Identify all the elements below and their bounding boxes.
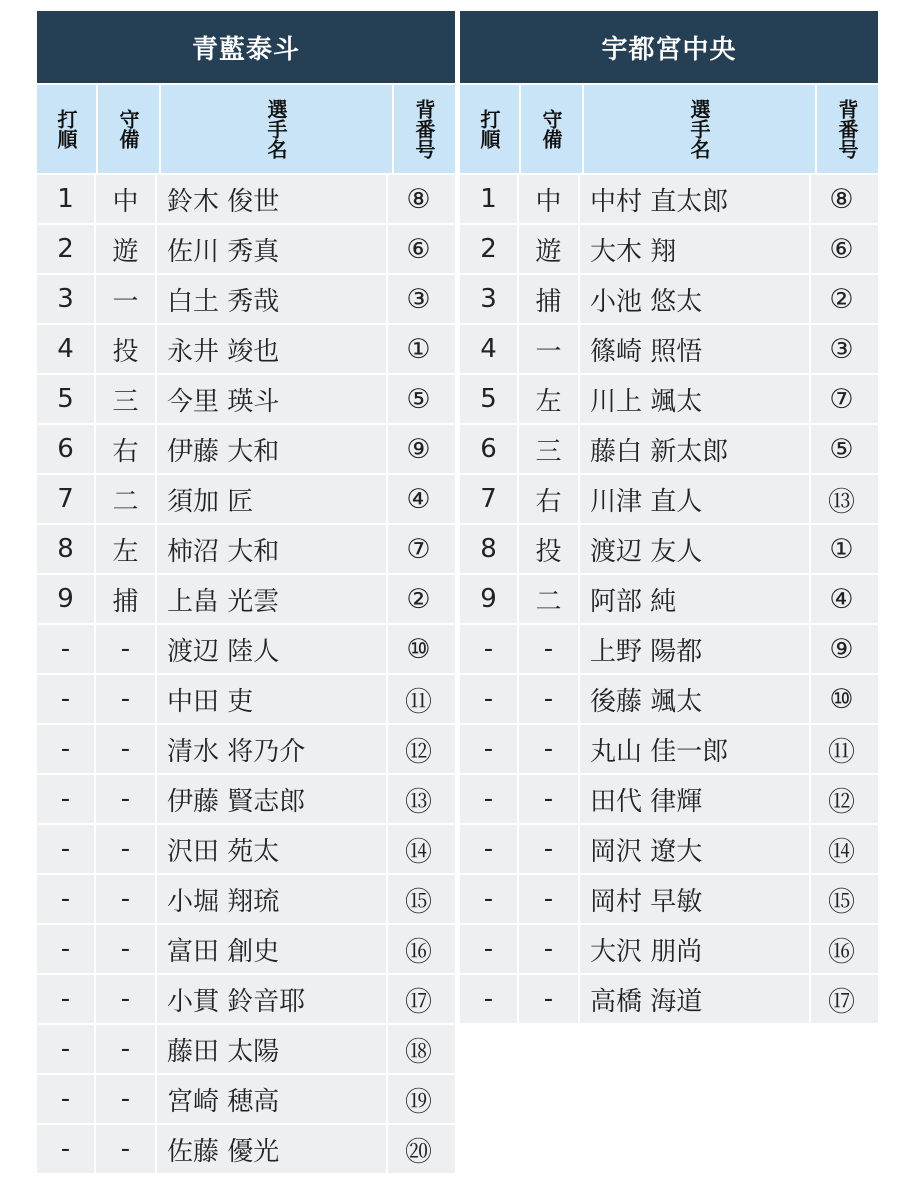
position-cell: 捕 [96,575,157,623]
uniform-number-cell: ① [406,333,431,365]
position-cell: - [96,625,157,673]
player-name-cell: 篠崎 照悟 [580,325,811,373]
table-row [37,1123,455,1173]
uniform-number-cell: ⑦ [406,533,431,565]
uniform-number-cell: ⑬ [828,486,855,518]
uniform-number-cell: ⑧ [829,183,854,215]
position-cell: - [96,675,157,723]
uniform-number-cell: ⑥ [829,233,854,265]
player-name-cell: 清水 将乃介 [157,725,388,773]
uniform-number-cell: ⑭ [828,836,855,868]
batting-order-cell: - [460,975,519,1023]
table-row [460,473,878,523]
player-name-cell: 上畠 光雲 [157,575,388,623]
position-cell: - [519,675,580,723]
table-row [37,373,455,423]
uniform-number-cell: ⑬ [405,786,432,818]
uniform-number-cell: ⑤ [829,433,854,465]
uniform-number-cell: ⑫ [405,736,432,768]
table-row [460,673,878,723]
batting-order-cell: - [37,875,96,923]
table-row [460,323,878,373]
position-cell: 中 [96,175,157,223]
player-name-cell: 宮崎 穂高 [157,1075,388,1123]
table-row [37,823,455,873]
player-name-cell: 大沢 朋尚 [580,925,811,973]
position-cell: - [519,725,580,773]
player-name-cell: 阿部 純 [580,575,811,623]
table-row [460,823,878,873]
batting-order-cell: 9 [37,575,96,623]
player-name-cell: 藤田 太陽 [157,1025,388,1073]
batting-order-cell: 8 [460,525,519,573]
batting-order-cell: 6 [37,425,96,473]
position-cell: - [96,1075,157,1123]
uniform-number-cell: ③ [406,283,431,315]
batting-order-cell: - [37,1075,96,1123]
player-name-cell: 川津 直人 [580,475,811,523]
player-name-cell: 岡村 早敏 [580,875,811,923]
batting-order-cell: 1 [37,175,96,223]
batting-order-cell: 1 [460,175,519,223]
batting-order-cell: - [37,775,96,823]
col-batting-order-header: 打順 [460,85,521,173]
position-cell: - [96,775,157,823]
uniform-number-cell: ⑩ [829,683,854,715]
position-cell: - [519,775,580,823]
table-row [37,173,455,223]
player-name-cell: 中田 吏 [157,675,388,723]
table-row [37,673,455,723]
uniform-number-cell: ⑤ [406,383,431,415]
batting-order-cell: - [460,625,519,673]
position-cell: 二 [519,575,580,623]
player-name-cell: 今里 瑛斗 [157,375,388,423]
table-row [37,423,455,473]
table-row [460,623,878,673]
batting-order-cell: 2 [37,225,96,273]
team-name-header: 青藍泰斗 [37,11,455,83]
uniform-number-cell: ⑰ [405,986,432,1018]
player-rows [460,173,878,1023]
table-row [37,223,455,273]
player-name-cell: 白土 秀哉 [157,275,388,323]
table-row [37,473,455,523]
batting-order-cell: 5 [37,375,96,423]
uniform-number-cell: ⑳ [405,1136,432,1168]
batting-order-cell: 5 [460,375,519,423]
position-cell: 左 [96,525,157,573]
table-row [37,1073,455,1123]
player-name-cell: 田代 律輝 [580,775,811,823]
team-name-header: 宇都宮中央 [460,11,878,83]
batting-order-cell: - [37,725,96,773]
uniform-number-cell: ⑱ [405,1036,432,1068]
table-row [460,223,878,273]
position-cell: 一 [519,325,580,373]
col-player-name-header: 選手名 [161,85,394,173]
player-name-cell: 上野 陽都 [580,625,811,673]
position-cell: - [96,875,157,923]
batting-order-cell: - [37,825,96,873]
table-row [460,873,878,923]
player-name-cell: 岡沢 遼大 [580,825,811,873]
player-name-cell: 沢田 苑太 [157,825,388,873]
col-batting-order-header: 打順 [37,85,98,173]
player-name-cell: 佐藤 優光 [157,1125,388,1173]
batting-order-cell: 4 [37,325,96,373]
batting-order-cell: - [37,625,96,673]
position-cell: - [96,975,157,1023]
uniform-number-cell: ⑯ [828,936,855,968]
table-row [37,523,455,573]
batting-order-cell: 4 [460,325,519,373]
table-row [37,723,455,773]
col-player-name-header: 選手名 [584,85,817,173]
uniform-number-cell: ② [406,583,431,615]
uniform-number-cell: ⑦ [829,383,854,415]
batting-order-cell: - [37,925,96,973]
uniform-number-cell: ⑩ [406,633,431,665]
player-name-cell: 柿沼 大和 [157,525,388,573]
position-cell: 左 [519,375,580,423]
player-name-cell: 藤白 新太郎 [580,425,811,473]
position-cell: 遊 [96,225,157,273]
table-row [37,973,455,1023]
uniform-number-cell: ⑫ [828,786,855,818]
roster-table-utsunomiya-chuo [460,11,878,1023]
table-row [460,773,878,823]
player-name-cell: 渡辺 友人 [580,525,811,573]
position-cell: - [96,1125,157,1173]
player-name-cell: 丸山 佳一郎 [580,725,811,773]
position-cell: - [519,975,580,1023]
position-cell: - [96,825,157,873]
batting-order-cell: 7 [37,475,96,523]
column-header-row [37,83,455,173]
table-row [37,623,455,673]
batting-order-cell: - [37,675,96,723]
position-cell: - [96,1025,157,1073]
table-row [37,873,455,923]
table-row [460,923,878,973]
player-name-cell: 小貫 鈴音耶 [157,975,388,1023]
position-cell: - [96,725,157,773]
batting-order-cell: 3 [460,275,519,323]
player-name-cell: 富田 創史 [157,925,388,973]
position-cell: - [96,925,157,973]
player-rows [37,173,455,1173]
uniform-number-cell: ⑮ [405,886,432,918]
uniform-number-cell: ⑯ [405,936,432,968]
batting-order-cell: 6 [460,425,519,473]
position-cell: 三 [519,425,580,473]
table-row [37,1023,455,1073]
uniform-number-cell: ④ [829,583,854,615]
uniform-number-cell: ⑭ [405,836,432,868]
position-cell: 右 [519,475,580,523]
batting-order-cell: 3 [37,275,96,323]
batting-order-cell: - [460,875,519,923]
uniform-number-cell: ⑨ [829,633,854,665]
table-row [37,773,455,823]
batting-order-cell: - [460,925,519,973]
table-row [460,423,878,473]
uniform-number-cell: ⑪ [828,736,855,768]
position-cell: - [519,625,580,673]
uniform-number-cell: ① [829,533,854,565]
uniform-number-cell: ③ [829,333,854,365]
col-uniform-number-header: 背番号 [412,99,436,159]
uniform-number-cell: ⑲ [405,1086,432,1118]
uniform-number-cell: ② [829,283,854,315]
batting-order-cell: 2 [460,225,519,273]
player-name-cell: 永井 竣也 [157,325,388,373]
uniform-number-cell: ⑨ [406,433,431,465]
position-cell: 捕 [519,275,580,323]
uniform-number-cell: ⑰ [828,986,855,1018]
player-name-cell: 中村 直太郎 [580,175,811,223]
table-row [37,573,455,623]
batting-order-cell: - [460,825,519,873]
table-row [460,723,878,773]
table-row [37,923,455,973]
uniform-number-cell: ⑥ [406,233,431,265]
col-position-header: 守備 [98,85,161,173]
table-row [460,523,878,573]
position-cell: - [519,925,580,973]
player-name-cell: 小堀 翔琉 [157,875,388,923]
table-row [460,573,878,623]
player-name-cell: 鈴木 俊世 [157,175,388,223]
table-row [460,173,878,223]
batting-order-cell: - [37,1025,96,1073]
table-row [460,973,878,1023]
player-name-cell: 伊藤 賢志郎 [157,775,388,823]
table-row [37,323,455,373]
player-name-cell: 川上 颯太 [580,375,811,423]
position-cell: 投 [96,325,157,373]
roster-table-seiran [37,11,455,1173]
col-uniform-number-header: 背番号 [835,99,859,159]
table-row [460,373,878,423]
player-name-cell: 伊藤 大和 [157,425,388,473]
batting-order-cell: - [460,675,519,723]
uniform-number-cell: ④ [406,483,431,515]
batting-order-cell: 8 [37,525,96,573]
batting-order-cell: - [37,1125,96,1173]
player-name-cell: 高橋 海道 [580,975,811,1023]
batting-order-cell: 9 [460,575,519,623]
batting-order-cell: 7 [460,475,519,523]
position-cell: 二 [96,475,157,523]
col-position-header: 守備 [521,85,584,173]
column-header-row [460,83,878,173]
position-cell: - [519,825,580,873]
uniform-number-cell: ⑮ [828,886,855,918]
player-name-cell: 大木 翔 [580,225,811,273]
position-cell: - [519,875,580,923]
player-name-cell: 渡辺 陸人 [157,625,388,673]
player-name-cell: 小池 悠太 [580,275,811,323]
position-cell: 遊 [519,225,580,273]
table-row [37,273,455,323]
position-cell: 中 [519,175,580,223]
position-cell: 一 [96,275,157,323]
position-cell: 三 [96,375,157,423]
batting-order-cell: - [37,975,96,1023]
player-name-cell: 須加 匠 [157,475,388,523]
uniform-number-cell: ⑪ [405,686,432,718]
position-cell: 投 [519,525,580,573]
player-name-cell: 後藤 颯太 [580,675,811,723]
batting-order-cell: - [460,775,519,823]
uniform-number-cell: ⑧ [406,183,431,215]
player-name-cell: 佐川 秀真 [157,225,388,273]
batting-order-cell: - [460,725,519,773]
table-row [460,273,878,323]
position-cell: 右 [96,425,157,473]
